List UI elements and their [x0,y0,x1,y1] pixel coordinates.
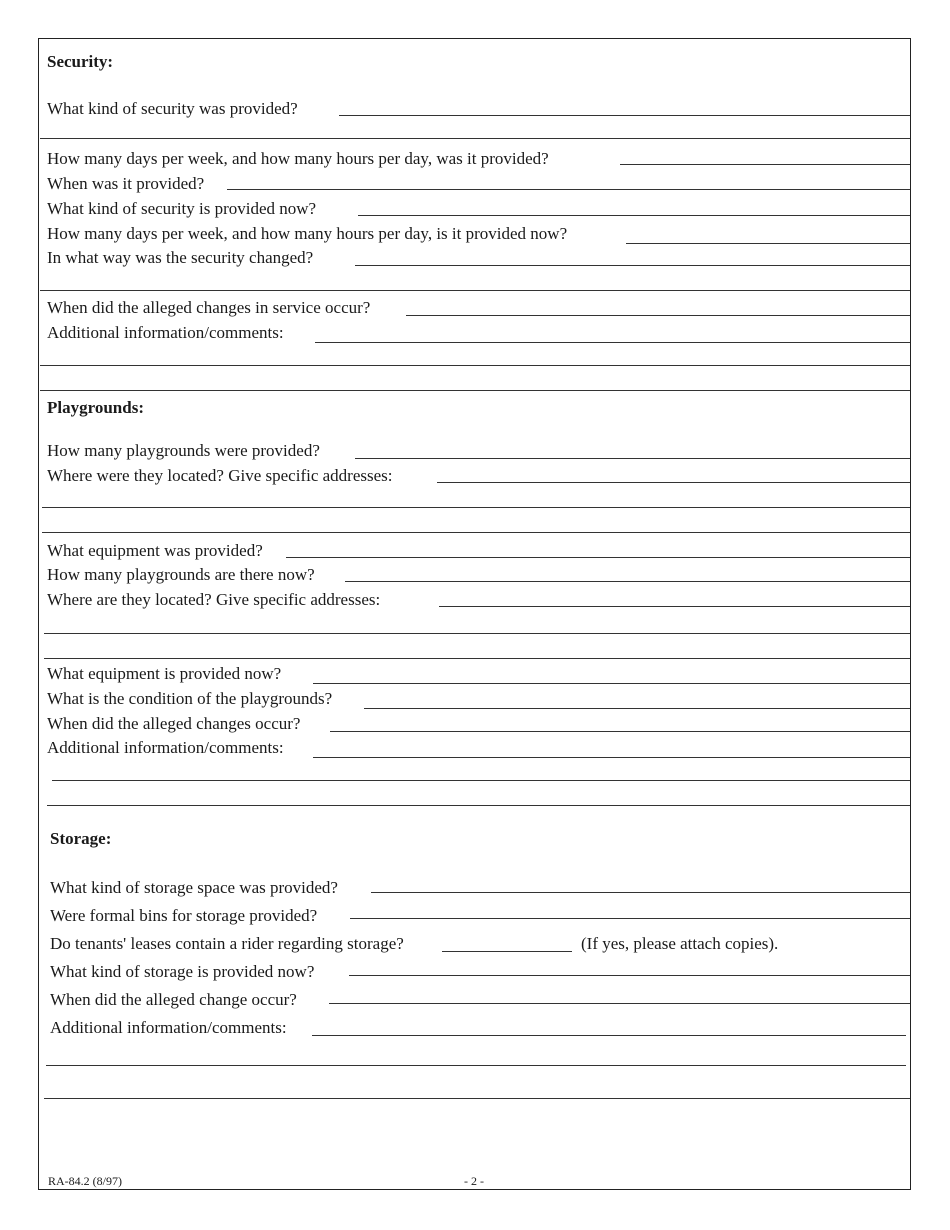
storage-change-occur-label: When did the alleged change occur? [50,990,297,1009]
security-changed-field-line2[interactable] [40,290,910,291]
playgrounds-condition-field[interactable] [364,708,910,709]
security-kind-now-field[interactable] [358,215,910,216]
security-changes-occur-field[interactable] [406,315,910,316]
security-kind-label: What kind of security was provided? [47,99,298,118]
playgrounds-equipment-field[interactable] [286,557,910,558]
security-kind-field[interactable] [339,115,910,116]
page-number: - 2 - [464,1174,484,1188]
form-id: RA-84.2 (8/97) [48,1174,122,1188]
playgrounds-condition-label: What is the condition of the playgrounds? [47,689,333,708]
storage-bins-label: Were formal bins for storage provided? [50,906,318,925]
playgrounds-additional-field-line2[interactable] [52,780,910,781]
playgrounds-heading: Playgrounds: [47,398,144,417]
playgrounds-how-many-now-label: How many playgrounds are there now? [47,565,315,584]
storage-additional-label: Additional information/comments: [50,1018,287,1037]
storage-rider-note: (If yes, please attach copies). [581,934,779,953]
playgrounds-where-field-line3[interactable] [42,532,910,533]
security-days-now-label: How many days per week, and how many hours per day, is it provided now? [47,224,568,243]
playgrounds-equipment-now-label: What equipment is provided now? [47,664,282,683]
storage-kind-now-label: What kind of storage is provided now? [50,962,315,981]
storage-additional-field-line2[interactable] [46,1065,906,1066]
playgrounds-where-now-field[interactable] [439,606,910,607]
playgrounds-equipment-now-field[interactable] [313,683,910,684]
security-days-field[interactable] [620,164,910,165]
security-changes-occur-label: When did the alleged changes in service occur? [47,298,371,317]
playgrounds-where-now-field-line2[interactable] [44,633,910,634]
storage-additional-field[interactable] [312,1035,906,1036]
playgrounds-changes-occur-field[interactable] [330,731,910,732]
storage-kind-now-field[interactable] [349,975,910,976]
storage-change-occur-field[interactable] [329,1003,910,1004]
playgrounds-how-many-now-field[interactable] [345,581,910,582]
security-kind-field-line2[interactable] [40,138,910,139]
playgrounds-equipment-label: What equipment was provided? [47,541,263,560]
playgrounds-additional-label: Additional information/comments: [47,738,284,757]
security-section-divider [40,390,910,391]
security-when-field[interactable] [227,189,910,190]
security-days-now-field[interactable] [626,243,910,244]
playgrounds-where-now-label: Where are they located? Give specific addresses: [47,590,381,609]
security-kind-now-label: What kind of security is provided now? [47,199,317,218]
security-additional-field-line2[interactable] [40,365,910,366]
security-days-label: How many days per week, and how many hours per day, was it provided? [47,149,549,168]
storage-heading: Storage: [50,829,112,848]
security-changed-label: In what way was the security changed? [47,248,314,267]
playgrounds-where-now-field-line3[interactable] [44,658,910,659]
security-when-label: When was it provided? [47,174,205,193]
playgrounds-where-field[interactable] [437,482,910,483]
playgrounds-changes-occur-label: When did the alleged changes occur? [47,714,301,733]
storage-additional-field-line3[interactable] [44,1098,910,1099]
security-additional-field[interactable] [315,342,910,343]
security-heading: Security: [47,52,114,71]
playgrounds-section-divider [47,805,910,806]
security-changed-field[interactable] [355,265,910,266]
playgrounds-where-label: Where were they located? Give specific addresses: [47,466,393,485]
playgrounds-how-many-label: How many playgrounds were provided? [47,441,320,460]
storage-rider-field[interactable] [442,951,572,952]
playgrounds-where-field-line2[interactable] [42,507,910,508]
storage-kind-label: What kind of storage space was provided? [50,878,338,897]
security-additional-label: Additional information/comments: [47,323,284,342]
playgrounds-how-many-field[interactable] [355,458,910,459]
storage-rider-label: Do tenants' leases contain a rider regarding storage? [50,934,404,953]
playgrounds-additional-field[interactable] [313,757,910,758]
storage-kind-field[interactable] [371,892,910,893]
storage-bins-field[interactable] [350,918,910,919]
